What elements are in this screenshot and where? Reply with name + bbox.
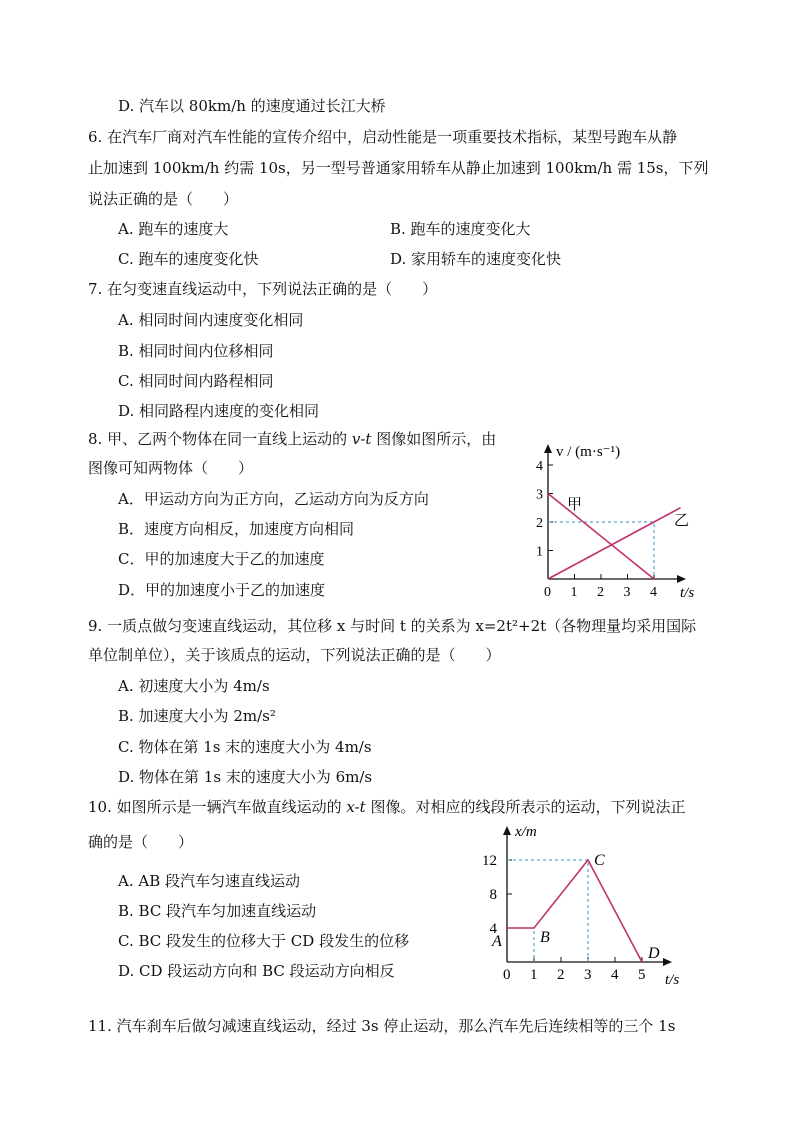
x-axis-arrow [663, 958, 672, 966]
x-axis-label: t/s [665, 972, 680, 988]
x-tick-label: 3 [623, 585, 631, 600]
x-tick-label: 2 [597, 585, 604, 600]
q10-option-d: D. CD 段运动方向和 BC 段运动方向相反 [118, 962, 395, 980]
series-label-yi: 乙 [674, 512, 690, 529]
q8-option-a: A．甲运动方向为正方向，乙运动方向为反方向 [118, 490, 429, 508]
series-line [507, 860, 642, 962]
q6-option-b: B. 跑车的速度变化大 [390, 220, 531, 238]
x-tick-label: 5 [638, 967, 646, 983]
x-tick-label: 3 [584, 967, 592, 983]
q7-option-b: B. 相同时间内位移相同 [118, 342, 274, 360]
q10-option-b: B. BC 段汽车匀加速直线运动 [118, 902, 317, 920]
q10-stem-var: x-t [346, 798, 366, 816]
guide-line [507, 928, 534, 962]
q8-stem-line1 [88, 429, 496, 449]
y-axis-label: v / (m·s⁻¹) [556, 444, 621, 460]
y-tick-label: 4 [489, 921, 497, 937]
q10-stem-line1 [88, 797, 685, 817]
x-tick-label: 1 [530, 967, 538, 983]
q8-stem-post: 图像如图所示，由 [371, 430, 497, 448]
x-tick-label: 4 [650, 585, 657, 600]
y-tick-label: 3 [536, 487, 543, 503]
xt-chart [470, 816, 700, 994]
y-tick-label: 2 [536, 516, 543, 531]
x-tick-label: 2 [557, 967, 565, 983]
q9-option-d: D. 物体在第 1s 末的速度大小为 6m/s [118, 768, 373, 786]
q11-stem-line1: 11. 汽车刹车后做匀减速直线运动，经过 3s 停止运动，那么汽车先后连续相等的三个 1s [88, 1017, 676, 1035]
q6-option-c: C. 跑车的速度变化快 [118, 250, 259, 268]
q7-stem: 7. 在匀变速直线运动中，下列说法正确的是（ ） [88, 280, 438, 298]
series-line-jia [548, 494, 654, 580]
x-tick-label: 0 [503, 967, 511, 983]
q6-option-d: D. 家用轿车的速度变化快 [390, 250, 562, 268]
point-label-a: A [492, 933, 502, 950]
y-axis-arrow [544, 444, 552, 453]
q9-option-a: A. 初速度大小为 4m/s [118, 677, 270, 695]
point-label-b: B [540, 929, 550, 946]
q10-stem-post: 图像。对相应的线段所表示的运动，下列说法正 [365, 798, 686, 816]
q7-option-d: D. 相同路程内速度的变化相同 [118, 402, 320, 420]
series-line-yi [548, 508, 681, 579]
q9-stem-line2: 单位制单位），关于该质点的运动，下列说法正确的是（ ） [88, 646, 501, 664]
q7-option-c: C. 相同时间内路程相同 [118, 372, 274, 390]
q10-option-c: C. BC 段发生的位移大于 CD 段发生的位移 [118, 932, 410, 950]
q10-stem-line2: 确的是（ ） [88, 833, 194, 851]
q9-option-c: C. 物体在第 1s 末的速度大小为 4m/s [118, 738, 372, 756]
q8-stem-line2: 图像可知两物体（ ） [88, 459, 254, 477]
q8-stem-var: v-t [351, 430, 372, 448]
series-label-jia: 甲 [567, 497, 583, 514]
y-tick-label: 4 [536, 459, 543, 474]
x-axis-arrow [677, 575, 686, 583]
q10-option-a: A. AB 段汽车匀速直线运动 [118, 872, 300, 890]
y-axis-label: x/m [515, 824, 537, 840]
x-tick-label: 1 [570, 585, 578, 600]
point-label-d: D [648, 945, 660, 962]
q8-option-c: C．甲的加速度大于乙的加速度 [118, 550, 325, 568]
q6-option-a: A. 跑车的速度大 [118, 220, 229, 238]
q6-stem-line1: 6. 在汽车厂商对汽车性能的宣传介绍中，启动性能是一项重要技术指标，某型号跑车从静 [88, 128, 678, 146]
q5-option-d: D. 汽车以 80km/h 的速度通过长江大桥 [118, 97, 386, 115]
q8-option-b: B．速度方向相反，加速度方向相同 [118, 520, 355, 538]
y-axis-arrow [503, 826, 511, 835]
q10-stem-pre: 10. 如图所示是一辆汽车做直线运动的 [88, 798, 347, 816]
y-tick-label: 8 [489, 887, 497, 903]
point-label-c: C [594, 852, 605, 869]
y-tick-label: 12 [482, 853, 497, 869]
vt-chart [522, 436, 712, 612]
q8-stem-pre: 8. 甲、乙两个物体在同一直线上运动的 [88, 430, 352, 448]
q6-stem-line2: 止加速到 100km/h 约需 10s，另一型号普通家用轿车从静止加速到 100km/h 需 15s，下列 [88, 159, 709, 177]
q9-stem-line1: 9. 一质点做匀变速直线运动，其位移 x 与时间 t 的关系为 x=2t²+2t（各物理量均采用国际 [88, 617, 697, 635]
y-tick-label: 1 [536, 544, 543, 560]
x-axis-label: t/s [680, 585, 695, 601]
x-tick-label: 4 [611, 967, 619, 983]
q7-option-a: A. 相同时间内速度变化相同 [118, 311, 304, 329]
q8-option-d: D．甲的加速度小于乙的加速度 [118, 581, 326, 599]
q6-stem-line3: 说法正确的是（ ） [88, 190, 239, 208]
q9-option-b: B. 加速度大小为 2m/s² [118, 707, 276, 725]
x-tick-label: 0 [544, 585, 551, 600]
